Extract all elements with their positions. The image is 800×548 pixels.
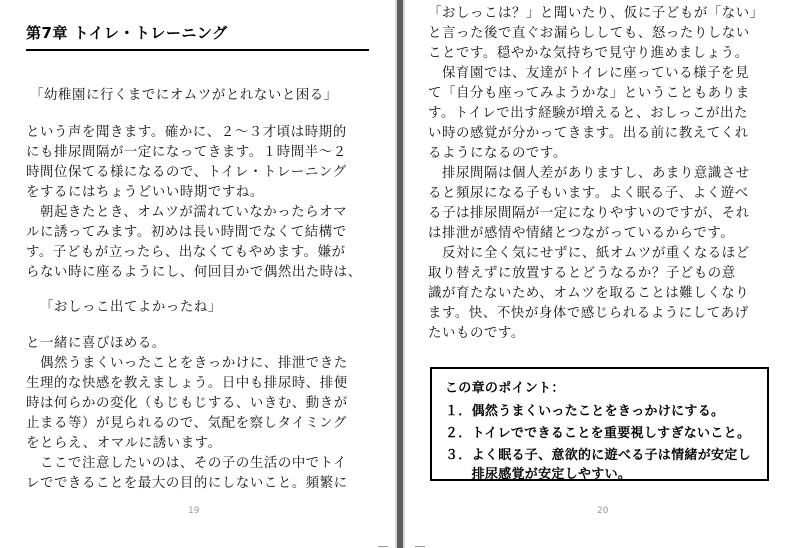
chapter-title: 第7章 トイレ・トレーニング — [26, 24, 228, 42]
body-line: す。子どもが立ったら、出なくてもやめます。嫌が — [26, 245, 346, 260]
body-line: 取り替えずに放置するとどうなるか？子どもの意 — [428, 266, 736, 281]
book-spine — [395, 0, 405, 548]
body-line: 排尿間隔は個人差がありますし、あまり意識させ — [428, 166, 750, 181]
body-line: る子は排尿間隔が一定になりやすいのですが、それ — [428, 206, 750, 221]
body-line: ことです。穏やかな気持ちで見守り進めましょう。 — [428, 46, 749, 61]
body-line: ると頻尿になる子もいます。よく眠る子、よく遊べ — [428, 186, 749, 201]
body-line: ます。快、不快が身体で感じられるようにしてあげ — [428, 306, 749, 321]
chapter-points-box — [430, 367, 769, 481]
body-line: て「自分も座ってみようかな」ということもありま — [428, 86, 750, 101]
page-edge-mark — [415, 546, 425, 547]
body-line: らない時に座るようにし、何回目かで偶然出た時は、 — [26, 265, 362, 280]
body-line: をとらえ、オマルに誘います。 — [26, 436, 222, 451]
left-page — [0, 0, 395, 548]
body-line: い時の感覚が分かってきます。出る前に教えてくれ — [428, 126, 749, 141]
body-line: す。トイレで出す経験が増えると、おしっこが出た — [428, 106, 749, 121]
title-underline — [26, 49, 369, 51]
body-line: 止まる等）が見られるので、気配を察しタイミング — [26, 416, 347, 431]
point-item: ３．よく眠る子、意欲的に遊べる子は情緒が安定し — [445, 448, 751, 463]
body-line: 朝起きたとき、オムツが濡れていなかったらオマ — [26, 205, 348, 220]
body-line: をするにはちょうどいい時期ですね。 — [26, 185, 264, 200]
point-item: ２．トイレでできることを重要視しすぎないこと。 — [445, 426, 751, 441]
body-line: にも排尿間隔が一定になってきます。１時間半～２ — [26, 145, 347, 160]
body-line: たいものです。 — [428, 326, 525, 341]
body-line: 時は何らかの変化（もじもじする、いきむ、動きが — [26, 396, 348, 411]
page-edge-mark — [378, 546, 388, 547]
body-line: と言った後で直ぐお漏らししても、怒ったりしない — [428, 26, 750, 41]
body-line: 生理的な快感を教えましょう。日中も排尿時、排便 — [26, 376, 348, 391]
body-line: 反対に全く気にせずに、紙オムツが重くなるほど — [428, 246, 750, 261]
body-line: 時間位保てる様になるので、トイレ・トレーニング — [26, 165, 347, 180]
point-item: １．偶然うまくいったことをきっかけにする。 — [445, 404, 725, 419]
point-item: 排尿感覚が安定しやすい。 — [445, 467, 632, 482]
page-number: 20 — [597, 506, 609, 516]
body-line: は排泄が感情や情緒とつながっているからです。 — [428, 226, 735, 241]
body-line: 「おしっこは？」と聞いたり、仮に子どもが「ない」 — [428, 6, 764, 21]
body-line: ルに誘ってみます。初めは長い時間でなくて結構で — [26, 225, 347, 240]
body-line: レでできることを最大の目的にしないこと。頻繁に — [26, 476, 348, 491]
body-line: 「おしっこ出てよかったね」 — [40, 300, 222, 315]
body-line: という声を聞きます。確かに、２～３才頃は時期的 — [26, 125, 347, 140]
spine-line — [397, 0, 403, 548]
body-line: 偶然うまくいったことをきっかけに、排泄できた — [26, 356, 348, 371]
body-line: と一緒に喜びほめる。 — [26, 336, 166, 351]
page-number: 19 — [188, 506, 200, 516]
body-line: るようになるのです。 — [428, 146, 567, 161]
body-line: 識が育たないため、オムツを取ることは難しくなり — [428, 286, 750, 301]
body-line: 保育園では、友達がトイレに座っている様子を見 — [428, 66, 750, 81]
body-line: ここで注意したいのは、その子の生活の中でトイ — [26, 456, 347, 471]
points-heading: この章のポイント： — [445, 381, 565, 396]
body-line: 「幼稚園に行くまでにオムツがとれないと困る」 — [30, 88, 338, 103]
right-page — [405, 0, 800, 548]
